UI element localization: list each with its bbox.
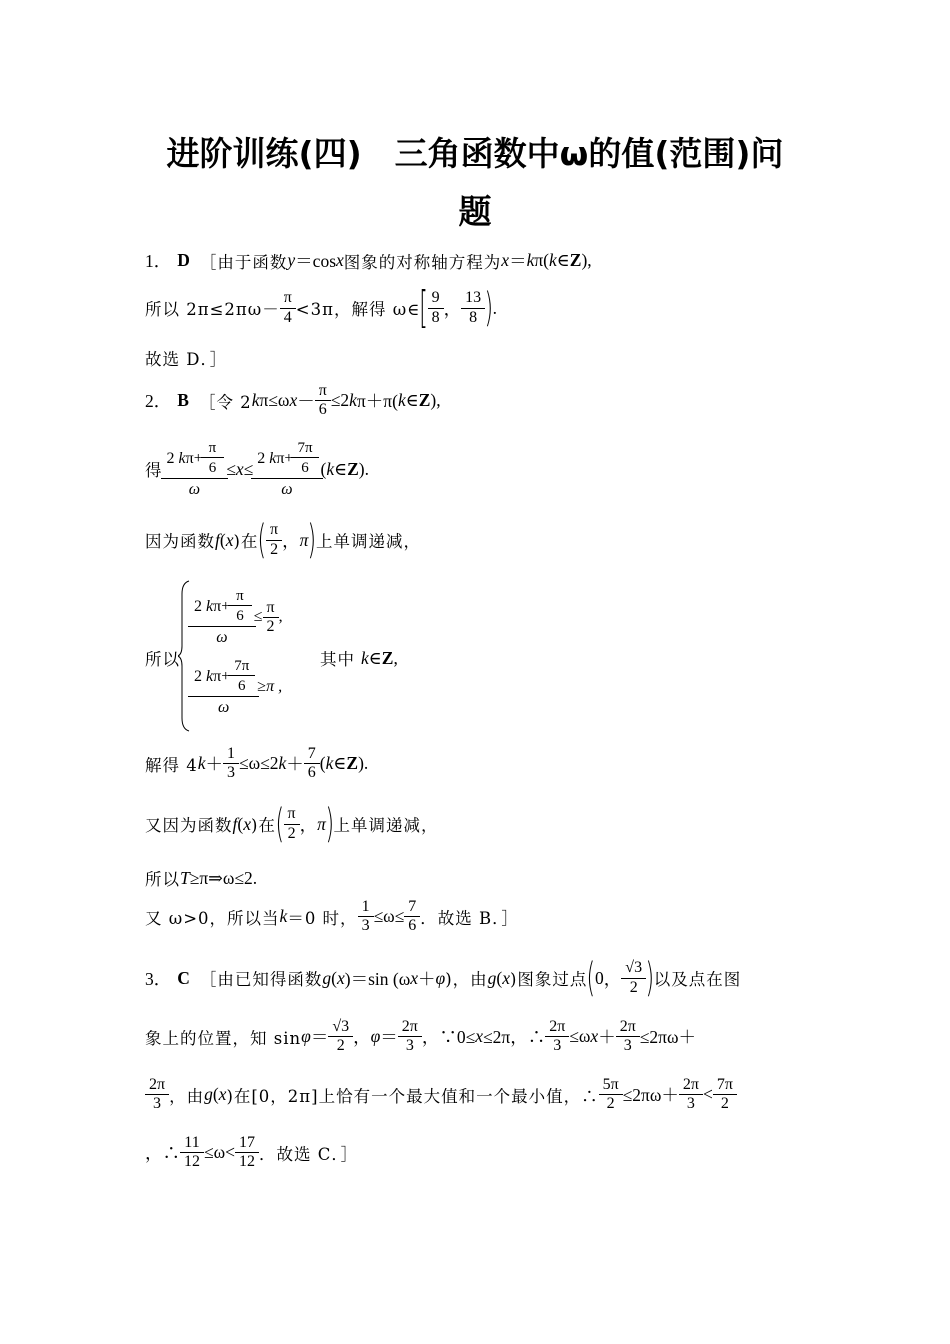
text: ＋ xyxy=(418,968,436,989)
p1-line-1 xyxy=(145,248,592,273)
answer-letter: D xyxy=(177,250,190,270)
var: k xyxy=(526,250,535,270)
text: ∈ xyxy=(368,647,382,668)
text: )图象过点 xyxy=(510,970,588,989)
text: ＋ xyxy=(286,754,304,775)
var: k xyxy=(549,250,557,270)
text: 解得 4 xyxy=(145,755,198,775)
system-row-1: 2 k π+ $\frac{\pi}{6}$ ω ≤ $\frac{\pi}{2}$ , xyxy=(190,588,283,647)
text: 0 xyxy=(595,967,604,988)
system-row-2: 2 k π+ $\frac{7\pi}{6}$ ω ≥ π , xyxy=(190,658,282,717)
fraction: $\frac{17}{12}$ xyxy=(237,1134,257,1172)
text: )在 xyxy=(233,532,259,551)
var: k xyxy=(326,458,335,479)
p2-line-7 xyxy=(145,866,257,890)
var: k xyxy=(349,390,357,411)
text: ≤ω≤ xyxy=(373,906,405,927)
var: y xyxy=(287,250,296,270)
fraction: $\frac{2\pi}{3}$ xyxy=(547,1018,567,1056)
p3-line-4 xyxy=(145,1134,358,1172)
text: ＋ xyxy=(598,1027,616,1048)
text: ∈ xyxy=(334,458,348,479)
var: π xyxy=(317,813,326,834)
text: 上单调递减， xyxy=(316,532,421,551)
var: k xyxy=(251,390,260,411)
text: ), xyxy=(581,250,592,270)
left-paren: ( xyxy=(586,955,596,1001)
text: 得 xyxy=(145,461,163,481)
fraction: $\frac{√3}{2}$ xyxy=(623,959,644,997)
text: 象上的位置，知 sin xyxy=(145,1028,302,1048)
text: . xyxy=(492,297,498,318)
p3-line-2 xyxy=(145,1018,696,1056)
text: ( xyxy=(219,529,226,550)
fraction: $\frac{2\pi}{3}$ xyxy=(681,1076,701,1114)
compound-fraction: 2 k π+ $\frac{7\pi}{6}$ ω xyxy=(255,440,318,499)
left-bracket: [ xyxy=(419,282,429,333)
text: 图象的对称轴方程为 xyxy=(343,252,502,272)
fraction: $\frac{2\pi}{3}$ xyxy=(618,1018,638,1056)
var: f xyxy=(232,813,238,834)
fraction: $\frac{7}{6}$ xyxy=(406,898,418,936)
text: 故选 D．］ xyxy=(145,350,228,369)
var: k xyxy=(278,753,287,774)
text: ， xyxy=(353,1027,371,1048)
set-Z: Z xyxy=(569,250,582,270)
text: ， xyxy=(282,530,300,551)
text: ≤2π，∴ xyxy=(483,1027,546,1048)
text: ( xyxy=(319,753,326,774)
p3-line-1 xyxy=(145,955,742,1001)
text: ，∵0≤ xyxy=(421,1027,476,1048)
text: ≤ xyxy=(226,458,236,479)
text: )＝sin (ω xyxy=(344,968,411,989)
text: ＋ xyxy=(205,754,224,775)
text: ≤ xyxy=(243,458,254,479)
fraction: $\frac{√3}{2}$ xyxy=(330,1018,351,1056)
fraction: $\frac{2\pi}{3}$ xyxy=(400,1018,420,1056)
text: π( xyxy=(534,250,550,270)
fraction: $\frac{11}{12}$ xyxy=(182,1134,202,1172)
var: x xyxy=(243,813,251,834)
text: ≤ω< xyxy=(204,1142,235,1163)
text: ．故选 B．］ xyxy=(420,908,519,928)
fraction: $\frac{13}{8}$ xyxy=(463,289,483,327)
p2-line-3 xyxy=(145,517,421,563)
var: x xyxy=(501,250,510,270)
var: x xyxy=(475,1026,483,1047)
text: ， xyxy=(603,968,622,989)
set-Z: Z xyxy=(418,390,431,411)
var: f xyxy=(215,529,220,550)
fraction: $\frac{1}{3}$ xyxy=(360,898,372,936)
text: ∈ xyxy=(333,753,347,774)
text: 又 ω>0，所以当 xyxy=(145,908,280,928)
text: 所以 xyxy=(145,650,180,669)
p2-line-1 xyxy=(145,382,441,420)
left-paren: ( xyxy=(257,517,267,563)
p2-system-label xyxy=(145,646,180,670)
text: ( xyxy=(237,813,244,834)
text: ), xyxy=(430,390,441,411)
fraction: $\frac{\pi}{2}$ xyxy=(265,599,277,637)
text: ( xyxy=(496,967,503,988)
p1-line-3 xyxy=(145,346,227,370)
text: 所以 xyxy=(145,870,180,889)
var: g xyxy=(487,967,497,988)
text: π≤ω xyxy=(259,390,290,411)
var: k xyxy=(325,753,334,774)
text: 以及点在图 xyxy=(653,970,742,989)
text: ≤2πω＋ xyxy=(639,1027,696,1048)
var: x xyxy=(336,967,345,988)
set-Z: Z xyxy=(381,647,394,668)
text: ＝ xyxy=(380,1027,398,1048)
text: ∈ xyxy=(556,250,570,270)
var: x xyxy=(336,250,344,270)
fraction: $\frac{7}{6}$ xyxy=(306,745,318,783)
var: k xyxy=(197,753,206,774)
text: ，由 xyxy=(169,1086,205,1106)
var: φ xyxy=(301,1026,311,1047)
problem-number: 2． xyxy=(145,391,172,412)
fraction: $\frac{\pi}{2}$ xyxy=(268,521,280,559)
answer-letter: B xyxy=(177,390,189,411)
text: ). xyxy=(358,458,369,479)
page-title: 进阶训练(四) 三角函数中ω的值(范围)问 xyxy=(166,134,784,173)
compound-fraction: 2 k π+ $\frac{7\pi}{6}$ ω xyxy=(192,658,255,717)
text: ≤2 xyxy=(330,390,350,411)
var: x xyxy=(218,1084,227,1105)
text: )在 xyxy=(250,816,276,835)
var: x xyxy=(410,967,419,988)
var: k xyxy=(397,390,406,411)
set-Z: Z xyxy=(346,753,359,774)
text: ， xyxy=(443,298,462,319)
var: T xyxy=(180,867,190,888)
fraction: $\frac{9}{8}$ xyxy=(430,289,442,327)
var: k xyxy=(361,647,369,668)
text: ≤ω xyxy=(569,1026,591,1047)
fraction: $\frac{5\pi}{2}$ xyxy=(601,1076,621,1114)
right-paren: ) xyxy=(325,801,334,847)
text: ≤ω≤2 xyxy=(239,753,279,774)
var: x xyxy=(590,1026,599,1047)
problem-number: 1． xyxy=(145,251,172,271)
text: ). xyxy=(358,753,369,774)
var: k xyxy=(279,906,288,927)
text: ( xyxy=(331,967,337,988)
text: ＝ xyxy=(509,251,527,271)
p2-line-8 xyxy=(145,898,519,936)
fraction: $\frac{\pi}{6}$ xyxy=(317,382,329,420)
p2-line-2 xyxy=(145,440,369,499)
problem-number: 3． xyxy=(145,968,172,989)
text: ≤2πω＋ xyxy=(622,1085,679,1106)
text: , xyxy=(393,647,398,668)
text: ≥π⇒ω≤2. xyxy=(189,867,258,888)
fraction: $\frac{\pi}{2}$ xyxy=(286,805,298,843)
compound-fraction: 2 k π+ $\frac{\pi}{6}$ ω xyxy=(165,440,225,499)
text: ＝0 时， xyxy=(287,908,358,928)
fraction: $\frac{2\pi}{3}$ xyxy=(147,1076,167,1114)
text: ［令 2 xyxy=(198,392,252,412)
text: )在[0，2π]上恰有一个最大值和一个最小值，∴ xyxy=(226,1086,599,1106)
text: ( xyxy=(212,1084,219,1105)
right-paren: ) xyxy=(645,955,655,1001)
var: x xyxy=(502,967,510,988)
right-paren: ) xyxy=(484,285,494,331)
text: ［由于函数 xyxy=(199,252,288,272)
var: φ xyxy=(370,1026,381,1047)
text: ∈ xyxy=(405,390,419,411)
var: π xyxy=(299,529,309,550)
compound-fraction: 2 k π+ $\frac{\pi}{6}$ ω xyxy=(192,588,252,647)
text: － xyxy=(297,391,315,412)
left-paren: ( xyxy=(275,801,285,847)
fraction: $\frac{7\pi}{2}$ xyxy=(715,1076,735,1114)
text: <3π，解得 ω∈ xyxy=(295,300,421,319)
var: x xyxy=(235,458,244,479)
var: x xyxy=(289,390,298,411)
text: 上单调递减， xyxy=(333,816,439,835)
text: < xyxy=(702,1084,713,1105)
answer-letter: C xyxy=(177,967,190,988)
p2-line-5 xyxy=(145,745,368,783)
text: ( xyxy=(320,458,327,479)
text: ．故选 C．］ xyxy=(259,1144,359,1164)
var: x xyxy=(225,529,234,550)
text: ［由已知得函数 xyxy=(199,970,323,989)
page-title-continued: 题 xyxy=(458,192,492,231)
var: g xyxy=(322,967,332,988)
set-Z: Z xyxy=(347,458,359,479)
text: )，由 xyxy=(445,970,488,989)
text: 因为函数 xyxy=(145,532,215,551)
fraction: $\frac{\pi}{4}$ xyxy=(282,289,294,327)
text: 所以 2π≤2πω－ xyxy=(145,300,280,319)
p1-line-2 xyxy=(145,282,498,333)
text: ＝ xyxy=(310,1027,329,1048)
p2-line-6 xyxy=(145,801,439,847)
fraction: $\frac{1}{3}$ xyxy=(225,745,237,783)
text: 又因为函数 xyxy=(145,816,233,835)
p3-line-3 xyxy=(145,1076,737,1114)
right-paren: ) xyxy=(307,517,317,563)
var: g xyxy=(204,1084,213,1105)
system-side-note xyxy=(320,646,398,670)
text: π＋π( xyxy=(356,391,398,412)
text: ， xyxy=(299,814,318,835)
text: ，∴ xyxy=(145,1143,180,1164)
text: 其中 xyxy=(320,650,355,669)
var: φ xyxy=(435,967,446,988)
text: ＝cos xyxy=(295,251,336,271)
